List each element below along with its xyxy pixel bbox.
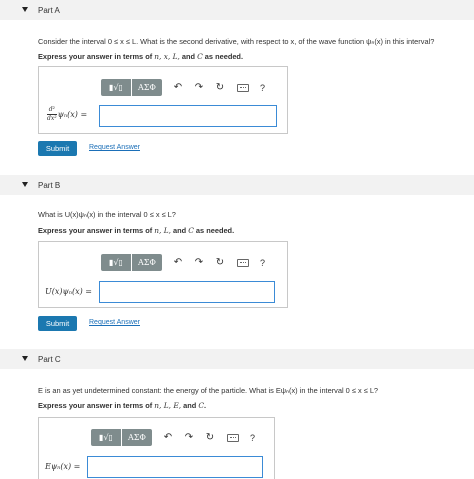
part-b-answer-box (38, 241, 288, 308)
keyboard-icon[interactable] (227, 434, 239, 442)
greek-symbols-button[interactable]: ΑΣΦ (132, 254, 162, 271)
instruction-last: C (198, 401, 204, 410)
math-toolbar (101, 79, 265, 96)
instruction-last: C (188, 226, 194, 235)
undo-icon[interactable]: ↶ (173, 82, 183, 93)
help-button[interactable]: ? (260, 82, 266, 93)
derivative-fraction (47, 107, 57, 122)
collapse-triangle-icon[interactable] (22, 7, 28, 12)
reset-icon[interactable]: ↻ (205, 432, 215, 443)
part-a-answer-box (38, 66, 288, 134)
part-b-title: Part B (38, 180, 61, 190)
equation-label-text: ψₙ(x) = (57, 110, 88, 119)
part-a-instruction (38, 52, 243, 61)
part-b-submit-button[interactable]: Submit (38, 316, 77, 331)
instruction-vars: n, L, E, (154, 401, 182, 410)
reset-icon[interactable]: ↻ (215, 257, 225, 268)
greek-symbols-button[interactable]: ΑΣΦ (122, 429, 152, 446)
part-c-answer-box (38, 417, 275, 479)
part-b-equation-label: U(x)ψₙ(x) = (45, 287, 93, 296)
part-b-instruction (38, 226, 234, 235)
part-c-answer-input[interactable] (87, 456, 263, 478)
part-a-title: Part A (38, 5, 60, 15)
part-a-answer-input[interactable] (99, 105, 277, 127)
instruction-prefix: Express your answer in terms of (38, 52, 155, 61)
part-b-request-answer-link[interactable]: Request Answer (89, 319, 140, 326)
templates-button[interactable]: ▮√▯ (101, 254, 131, 271)
instruction-suffix: . (203, 401, 207, 410)
part-a-equation-label (47, 107, 87, 122)
part-c-equation-label: Eψₙ(x) = (45, 462, 81, 471)
instruction-suffix: as needed. (202, 52, 244, 61)
greek-symbols-button[interactable]: ΑΣΦ (132, 79, 162, 96)
collapse-triangle-icon[interactable] (22, 356, 28, 361)
instruction-mid: and (179, 52, 198, 61)
instruction-mid: and (181, 401, 199, 410)
help-button[interactable]: ? (260, 257, 266, 268)
instruction-suffix: as needed. (193, 226, 235, 235)
part-a-request-answer-link[interactable]: Request Answer (89, 144, 140, 151)
keyboard-icon[interactable] (237, 259, 249, 267)
instruction-prefix: Express your answer in terms of (38, 401, 155, 410)
part-b-answer-input[interactable] (99, 281, 275, 303)
part-a-submit-button[interactable]: Submit (38, 141, 77, 156)
collapse-triangle-icon[interactable] (22, 182, 28, 187)
part-c-instruction (38, 401, 206, 410)
keyboard-icon[interactable] (237, 84, 249, 92)
templates-button[interactable]: ▮√▯ (101, 79, 131, 96)
instruction-vars: n, x, L, (154, 52, 180, 61)
part-b-header[interactable] (0, 175, 474, 195)
part-c-header[interactable] (0, 349, 474, 369)
part-c-title: Part C (38, 354, 61, 364)
part-a-header[interactable] (0, 0, 474, 20)
undo-icon[interactable]: ↶ (163, 432, 173, 443)
math-toolbar (101, 254, 265, 271)
math-toolbar (91, 429, 255, 446)
part-a-question: Consider the interval 0 ≤ x ≤ L. What is the second derivative, with respect to x, of the wave function ψₙ(x) in this interval? (38, 37, 435, 46)
instruction-mid: and (170, 226, 189, 235)
part-c-question: E is an as yet undetermined constant: the energy of the particle. What is Eψₙ(x) in the interval 0 ≤ x ≤ L? (38, 386, 379, 395)
instruction-vars: n, L, (154, 226, 171, 235)
instruction-prefix: Express your answer in terms of (38, 226, 155, 235)
help-button[interactable]: ? (250, 432, 256, 443)
redo-icon[interactable]: ↷ (194, 82, 204, 93)
redo-icon[interactable]: ↷ (194, 257, 204, 268)
undo-icon[interactable]: ↶ (173, 257, 183, 268)
reset-icon[interactable]: ↻ (215, 82, 225, 93)
part-b-question: What is U(x)ψₙ(x) in the interval 0 ≤ x ≤ L? (38, 210, 176, 219)
fraction-numerator: d² (48, 106, 55, 113)
templates-button[interactable]: ▮√▯ (91, 429, 121, 446)
instruction-last: C (197, 52, 203, 61)
fraction-denominator: dx² (47, 115, 57, 122)
redo-icon[interactable]: ↷ (184, 432, 194, 443)
